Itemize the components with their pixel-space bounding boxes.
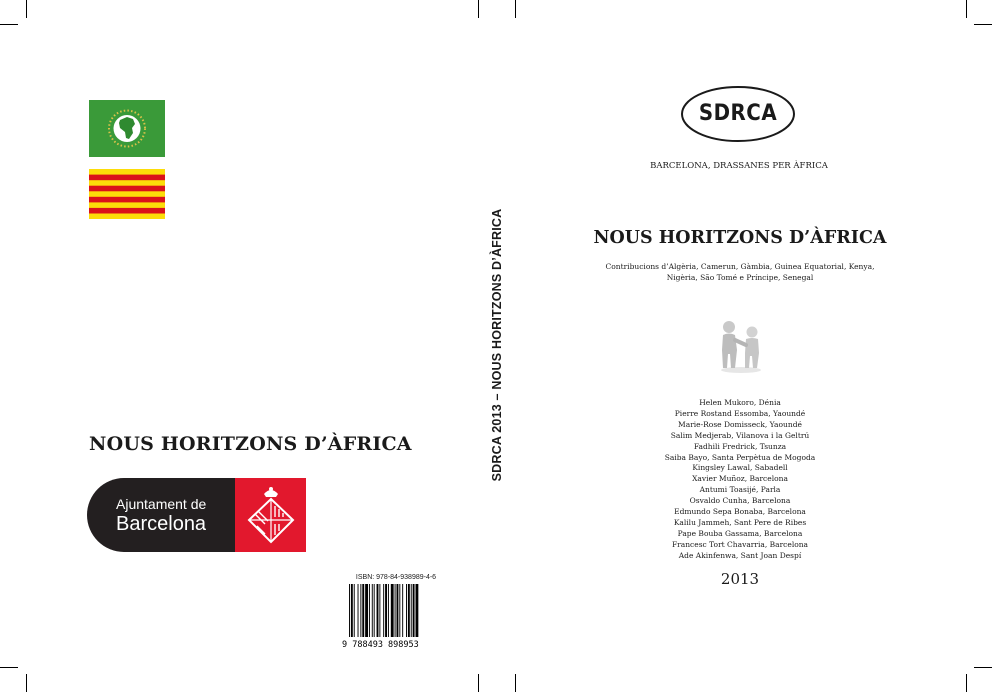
author-item: Kingsley Lawal, Sabadell bbox=[692, 463, 788, 473]
author-item: Pierre Rostand Essomba, Yaoundé bbox=[674, 408, 806, 418]
author-item: Osvaldo Cunha, Barcelona bbox=[689, 496, 791, 506]
crop-mark bbox=[478, 674, 479, 692]
crop-mark bbox=[515, 0, 516, 18]
barcode-bar bbox=[402, 584, 403, 637]
authors-list bbox=[640, 398, 840, 562]
author-item: Xavier Muñoz, Barcelona bbox=[692, 474, 788, 484]
barcode-bar bbox=[391, 584, 394, 637]
back-cover-title: NOUS HORITZONS D’ÀFRICA bbox=[89, 433, 412, 455]
crop-mark bbox=[966, 0, 967, 18]
author-item: Edmundo Sepa Bonaba, Barcelona bbox=[674, 507, 806, 517]
barcode-bar bbox=[362, 584, 364, 637]
crop-mark bbox=[26, 0, 27, 18]
barcode-bar bbox=[416, 584, 419, 637]
crop-mark bbox=[974, 24, 992, 25]
contributions-text bbox=[590, 261, 890, 283]
author-item: Fadhili Fredrick, Tsunza bbox=[693, 441, 787, 451]
tagline: BARCELONA, DRASSANES PER ÀFRICA bbox=[650, 161, 828, 171]
crop-mark bbox=[966, 674, 967, 692]
barcode-bar bbox=[369, 584, 370, 637]
ajuntament-line2: Barcelona bbox=[116, 513, 207, 535]
sdrca-logo bbox=[680, 85, 796, 143]
barcode-bar bbox=[377, 584, 379, 637]
barcode-bar bbox=[379, 584, 380, 637]
barcode-bars bbox=[349, 584, 418, 637]
barcode-bar bbox=[413, 584, 415, 637]
barcode-bar bbox=[354, 584, 355, 637]
barcode-bar bbox=[349, 584, 350, 637]
barcode-bar bbox=[411, 584, 412, 637]
barcelona-shield-icon bbox=[245, 484, 297, 546]
barcode-bar bbox=[388, 584, 389, 637]
barcode-bar bbox=[385, 584, 387, 637]
author-item: Saiba Bayo, Santa Perpètua de Mogoda bbox=[664, 452, 816, 462]
barcode-bar bbox=[383, 584, 384, 637]
ajuntament-line1: Ajuntament de bbox=[116, 496, 207, 512]
crop-mark bbox=[0, 24, 18, 25]
barcode-bar bbox=[372, 584, 373, 637]
contributions-line: Nigèria, São Tomé e Príncipe, Senegal bbox=[666, 273, 814, 282]
barcode-bar bbox=[365, 584, 368, 637]
author-item: Antumi Toasijé, Parla bbox=[699, 485, 781, 495]
author-item: Salim Medjerab, Vilanova i la Geltrú bbox=[670, 430, 810, 440]
barcode-bar bbox=[351, 584, 353, 637]
isbn-text: ISBN: 978-84-938989-4-6 bbox=[355, 574, 437, 581]
author-item: Ade Akinfenwa, Sant Joan Despí bbox=[678, 550, 802, 560]
spine-text: SDRCA 2013 – NOUS HORITZONS D’ÀFRICA bbox=[490, 208, 504, 482]
barcode-bar bbox=[397, 584, 399, 637]
barcode-bar bbox=[399, 584, 400, 637]
two-figures-icon bbox=[715, 318, 767, 374]
barcode-digits: 9 788493 898953 bbox=[342, 640, 419, 650]
crop-mark bbox=[0, 667, 18, 668]
front-cover-title: NOUS HORITZONS D’ÀFRICA bbox=[593, 228, 887, 248]
author-item: Kalilu Jammeh, Sant Pere de Ribes bbox=[673, 517, 807, 527]
barcode-bar bbox=[406, 584, 407, 637]
crop-mark bbox=[515, 674, 516, 692]
barcode-bar bbox=[358, 584, 359, 637]
barcode-bar bbox=[360, 584, 361, 637]
barcode-bar bbox=[374, 584, 375, 637]
ajuntament-logo bbox=[87, 478, 306, 552]
barcode bbox=[340, 582, 450, 650]
author-item: Marie-Rose Domisseck, Yaoundé bbox=[678, 419, 802, 429]
crop-mark bbox=[26, 674, 27, 692]
barcode-bar bbox=[408, 584, 410, 637]
logo-text: SDRCA bbox=[698, 101, 778, 126]
crop-mark bbox=[974, 667, 992, 668]
author-item: Francesc Tort Chavarria, Barcelona bbox=[671, 539, 809, 549]
author-item: Pape Bouba Gassama, Barcelona bbox=[677, 528, 803, 538]
african-union-flag-icon bbox=[89, 100, 165, 157]
year: 2013 bbox=[720, 570, 760, 588]
crop-mark bbox=[478, 0, 479, 18]
barcode-bar bbox=[395, 584, 396, 637]
author-item: Helen Mukoro, Dénia bbox=[699, 398, 781, 407]
catalan-flag-icon bbox=[89, 169, 165, 219]
contributions-line: Contribucions d’Algèria, Camerun, Gàmbia, Guinea Equatorial, Kenya, bbox=[605, 262, 875, 271]
